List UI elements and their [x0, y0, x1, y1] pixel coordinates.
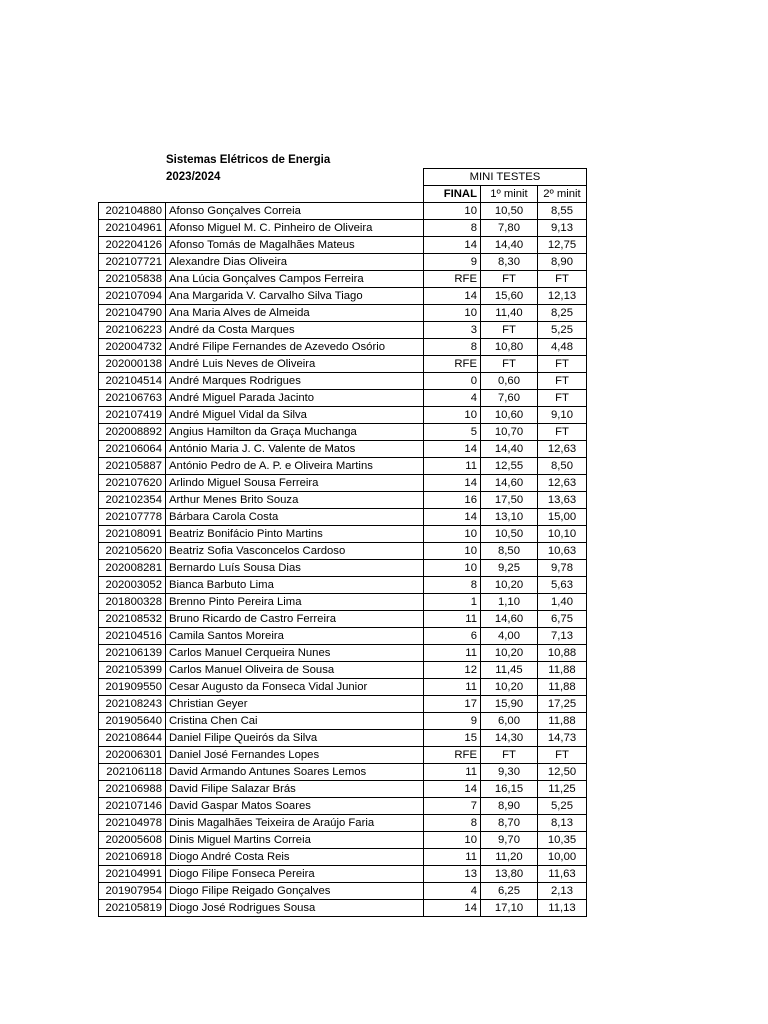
student-id-cell: 201905640: [99, 713, 166, 730]
student-name-cell: Ana Margarida V. Carvalho Silva Tiago: [166, 288, 424, 305]
student-name-cell: David Filipe Salazar Brás: [166, 781, 424, 798]
test2-grade-cell: 9,10: [538, 407, 587, 424]
table-row: [99, 424, 587, 441]
student-name-cell: Arlindo Miguel Sousa Ferreira: [166, 475, 424, 492]
table-row: [99, 628, 587, 645]
table-row: [99, 764, 587, 781]
test1-grade-cell: 15,60: [481, 288, 538, 305]
table-row: [99, 492, 587, 509]
test2-grade-cell: FT: [538, 356, 587, 373]
test1-grade-cell: 10,60: [481, 407, 538, 424]
final-grade-cell: 10: [424, 203, 481, 220]
student-name-cell: Camila Santos Moreira: [166, 628, 424, 645]
final-grade-cell: 11: [424, 679, 481, 696]
student-id-cell: 202105620: [99, 543, 166, 560]
student-id-cell: 202008281: [99, 560, 166, 577]
student-name-cell: Diogo Filipe Fonseca Pereira: [166, 866, 424, 883]
test1-grade-cell: 10,20: [481, 577, 538, 594]
final-grade-cell: 10: [424, 832, 481, 849]
final-grade-cell: 14: [424, 237, 481, 254]
student-id-cell: 202104516: [99, 628, 166, 645]
student-id-cell: 202105887: [99, 458, 166, 475]
table-row: [99, 339, 587, 356]
test2-grade-cell: 11,63: [538, 866, 587, 883]
student-name-cell: André da Costa Marques: [166, 322, 424, 339]
final-grade-cell: 11: [424, 764, 481, 781]
student-name-cell: António Maria J. C. Valente de Matos: [166, 441, 424, 458]
final-grade-cell: 11: [424, 458, 481, 475]
student-name-cell: Afonso Tomás de Magalhães Mateus: [166, 237, 424, 254]
student-id-cell: 202106918: [99, 849, 166, 866]
final-grade-cell: RFE: [424, 356, 481, 373]
test1-grade-cell: 8,30: [481, 254, 538, 271]
final-grade-cell: 0: [424, 373, 481, 390]
blank-cell: [99, 186, 166, 203]
table-row: [99, 373, 587, 390]
test1-grade-cell: 11,40: [481, 305, 538, 322]
student-name-cell: Beatriz Sofia Vasconcelos Cardoso: [166, 543, 424, 560]
test2-grade-cell: 8,50: [538, 458, 587, 475]
test2-grade-cell: 10,35: [538, 832, 587, 849]
final-grade-cell: 10: [424, 526, 481, 543]
student-name-cell: André Miguel Vidal da Silva: [166, 407, 424, 424]
test1-grade-cell: 10,80: [481, 339, 538, 356]
student-name-cell: Carlos Manuel Oliveira de Sousa: [166, 662, 424, 679]
test1-grade-cell: 13,80: [481, 866, 538, 883]
test1-grade-cell: 14,60: [481, 611, 538, 628]
student-name-cell: António Pedro de A. P. e Oliveira Martins: [166, 458, 424, 475]
table-row: [99, 390, 587, 407]
student-name-cell: David Armando Antunes Soares Lemos: [166, 764, 424, 781]
student-name-cell: André Filipe Fernandes de Azevedo Osório: [166, 339, 424, 356]
test2-column-header: 2º minit: [538, 186, 587, 203]
test2-grade-cell: FT: [538, 271, 587, 288]
student-name-cell: Arthur Menes Brito Souza: [166, 492, 424, 509]
student-name-cell: Ana Maria Alves de Almeida: [166, 305, 424, 322]
final-grade-cell: 13: [424, 866, 481, 883]
student-id-cell: 201907954: [99, 883, 166, 900]
table-row: [99, 322, 587, 339]
document-title: Sistemas Elétricos de Energia: [166, 154, 331, 166]
test1-grade-cell: 8,90: [481, 798, 538, 815]
header-row-columns: [99, 186, 587, 203]
test1-grade-cell: 13,10: [481, 509, 538, 526]
final-column-header: FINAL: [424, 186, 481, 203]
student-id-cell: 202108532: [99, 611, 166, 628]
student-id-cell: 202104880: [99, 203, 166, 220]
student-name-cell: Bruno Ricardo de Castro Ferreira: [166, 611, 424, 628]
student-id-cell: 202107094: [99, 288, 166, 305]
student-id-cell: 202107721: [99, 254, 166, 271]
test2-grade-cell: 11,88: [538, 713, 587, 730]
final-grade-cell: 10: [424, 305, 481, 322]
student-id-cell: 202108091: [99, 526, 166, 543]
student-name-cell: Brenno Pinto Pereira Lima: [166, 594, 424, 611]
test2-grade-cell: 12,13: [538, 288, 587, 305]
table-row: [99, 781, 587, 798]
test1-grade-cell: 0,60: [481, 373, 538, 390]
table-row: [99, 883, 587, 900]
test1-grade-cell: 10,20: [481, 679, 538, 696]
table-row: [99, 560, 587, 577]
student-id-cell: 202107620: [99, 475, 166, 492]
test1-grade-cell: 10,20: [481, 645, 538, 662]
table-row: [99, 254, 587, 271]
table-row: [99, 798, 587, 815]
test1-grade-cell: 8,70: [481, 815, 538, 832]
table-row: [99, 356, 587, 373]
test2-grade-cell: 9,78: [538, 560, 587, 577]
test1-grade-cell: 9,25: [481, 560, 538, 577]
final-grade-cell: 8: [424, 815, 481, 832]
student-id-cell: 202204126: [99, 237, 166, 254]
student-name-cell: Cesar Augusto da Fonseca Vidal Junior: [166, 679, 424, 696]
table-row: [99, 849, 587, 866]
student-name-cell: Cristina Chen Cai: [166, 713, 424, 730]
test2-grade-cell: 5,25: [538, 322, 587, 339]
student-id-cell: 202107419: [99, 407, 166, 424]
student-name-cell: Ana Lúcia Gonçalves Campos Ferreira: [166, 271, 424, 288]
table-row: [99, 458, 587, 475]
student-name-cell: André Miguel Parada Jacinto: [166, 390, 424, 407]
table-row: [99, 594, 587, 611]
student-id-cell: 202106064: [99, 441, 166, 458]
student-id-cell: 202108243: [99, 696, 166, 713]
test1-grade-cell: 9,70: [481, 832, 538, 849]
table-row: [99, 696, 587, 713]
table-row: [99, 900, 587, 917]
test1-grade-cell: 14,40: [481, 237, 538, 254]
final-grade-cell: 8: [424, 577, 481, 594]
test1-grade-cell: 6,00: [481, 713, 538, 730]
test1-grade-cell: FT: [481, 747, 538, 764]
student-id-cell: 202102354: [99, 492, 166, 509]
test2-grade-cell: 10,63: [538, 543, 587, 560]
final-grade-cell: 12: [424, 662, 481, 679]
student-name-cell: Dinis Miguel Martins Correia: [166, 832, 424, 849]
table-row: [99, 203, 587, 220]
final-grade-cell: 16: [424, 492, 481, 509]
final-grade-cell: 11: [424, 611, 481, 628]
test2-grade-cell: 2,13: [538, 883, 587, 900]
grades-table: [98, 168, 587, 917]
table-row: [99, 832, 587, 849]
student-id-cell: 201909550: [99, 679, 166, 696]
student-name-cell: Afonso Miguel M. C. Pinheiro de Oliveira: [166, 220, 424, 237]
test2-grade-cell: 10,88: [538, 645, 587, 662]
test1-grade-cell: 9,30: [481, 764, 538, 781]
test1-grade-cell: 6,25: [481, 883, 538, 900]
test2-grade-cell: 17,25: [538, 696, 587, 713]
test2-grade-cell: 8,55: [538, 203, 587, 220]
test1-grade-cell: 14,60: [481, 475, 538, 492]
student-name-cell: Alexandre Dias Oliveira: [166, 254, 424, 271]
final-grade-cell: 4: [424, 883, 481, 900]
table-row: [99, 730, 587, 747]
final-grade-cell: 1: [424, 594, 481, 611]
mini-testes-header: MINI TESTES: [424, 169, 587, 186]
final-grade-cell: 9: [424, 254, 481, 271]
test2-grade-cell: 9,13: [538, 220, 587, 237]
test1-grade-cell: FT: [481, 271, 538, 288]
final-grade-cell: 14: [424, 509, 481, 526]
table-row: [99, 713, 587, 730]
test2-grade-cell: 8,90: [538, 254, 587, 271]
student-name-cell: André Marques Rodrigues: [166, 373, 424, 390]
table-row: [99, 866, 587, 883]
blank-cell: [166, 186, 424, 203]
test1-grade-cell: 14,30: [481, 730, 538, 747]
test1-grade-cell: 8,50: [481, 543, 538, 560]
student-id-cell: 202104790: [99, 305, 166, 322]
student-id-cell: 202006301: [99, 747, 166, 764]
blank-cell: [99, 169, 166, 186]
test2-grade-cell: FT: [538, 424, 587, 441]
final-grade-cell: 14: [424, 441, 481, 458]
student-name-cell: Bárbara Carola Costa: [166, 509, 424, 526]
table-row: [99, 305, 587, 322]
final-grade-cell: 10: [424, 407, 481, 424]
test2-grade-cell: 12,63: [538, 441, 587, 458]
test2-grade-cell: FT: [538, 373, 587, 390]
student-name-cell: Bernardo Luís Sousa Dias: [166, 560, 424, 577]
student-id-cell: 202005608: [99, 832, 166, 849]
table-row: [99, 747, 587, 764]
student-id-cell: 202106139: [99, 645, 166, 662]
test1-grade-cell: 11,20: [481, 849, 538, 866]
student-name-cell: Daniel José Fernandes Lopes: [166, 747, 424, 764]
table-row: [99, 645, 587, 662]
student-id-cell: 202108644: [99, 730, 166, 747]
student-id-cell: 202104991: [99, 866, 166, 883]
student-id-cell: 202104514: [99, 373, 166, 390]
test2-grade-cell: 12,50: [538, 764, 587, 781]
student-id-cell: 202107146: [99, 798, 166, 815]
academic-year: 2023/2024: [166, 171, 221, 183]
test1-grade-cell: 12,55: [481, 458, 538, 475]
table-row: [99, 611, 587, 628]
student-name-cell: André Luis Neves de Oliveira: [166, 356, 424, 373]
test2-grade-cell: 8,13: [538, 815, 587, 832]
test2-grade-cell: 15,00: [538, 509, 587, 526]
table-row: [99, 441, 587, 458]
test1-grade-cell: 10,70: [481, 424, 538, 441]
student-name-cell: Diogo Filipe Reigado Gonçalves: [166, 883, 424, 900]
test2-grade-cell: FT: [538, 747, 587, 764]
test2-grade-cell: FT: [538, 390, 587, 407]
table-row: [99, 662, 587, 679]
student-id-cell: 202106988: [99, 781, 166, 798]
student-id-cell: 202107778: [99, 509, 166, 526]
student-name-cell: Afonso Gonçalves Correia: [166, 203, 424, 220]
table-row: [99, 543, 587, 560]
final-grade-cell: 5: [424, 424, 481, 441]
table-row: [99, 220, 587, 237]
table-row: [99, 679, 587, 696]
table-row: [99, 407, 587, 424]
student-name-cell: Christian Geyer: [166, 696, 424, 713]
table-row: [99, 815, 587, 832]
student-id-cell: 202104978: [99, 815, 166, 832]
test1-grade-cell: 10,50: [481, 526, 538, 543]
final-grade-cell: 9: [424, 713, 481, 730]
final-grade-cell: RFE: [424, 271, 481, 288]
student-id-cell: 202000138: [99, 356, 166, 373]
student-id-cell: 202008892: [99, 424, 166, 441]
test1-column-header: 1º minit: [481, 186, 538, 203]
test2-grade-cell: 10,00: [538, 849, 587, 866]
test2-grade-cell: 13,63: [538, 492, 587, 509]
test1-grade-cell: FT: [481, 356, 538, 373]
test2-grade-cell: 5,63: [538, 577, 587, 594]
test2-grade-cell: 11,25: [538, 781, 587, 798]
student-name-cell: Bianca Barbuto Lima: [166, 577, 424, 594]
final-grade-cell: 14: [424, 288, 481, 305]
test1-grade-cell: 17,10: [481, 900, 538, 917]
final-grade-cell: 4: [424, 390, 481, 407]
student-name-cell: Carlos Manuel Cerqueira Nunes: [166, 645, 424, 662]
student-id-cell: 201800328: [99, 594, 166, 611]
test2-grade-cell: 11,13: [538, 900, 587, 917]
table-row: [99, 509, 587, 526]
student-name-cell: Daniel Filipe Queirós da Silva: [166, 730, 424, 747]
test1-grade-cell: 7,60: [481, 390, 538, 407]
table-row: [99, 577, 587, 594]
student-name-cell: Angius Hamilton da Graça Muchanga: [166, 424, 424, 441]
table-row: [99, 526, 587, 543]
test2-grade-cell: 12,63: [538, 475, 587, 492]
student-name-cell: Diogo José Rodrigues Sousa: [166, 900, 424, 917]
student-id-cell: 202106223: [99, 322, 166, 339]
final-grade-cell: 11: [424, 645, 481, 662]
final-grade-cell: 15: [424, 730, 481, 747]
test2-grade-cell: 1,40: [538, 594, 587, 611]
test2-grade-cell: 12,75: [538, 237, 587, 254]
test2-grade-cell: 11,88: [538, 662, 587, 679]
test2-grade-cell: 5,25: [538, 798, 587, 815]
final-grade-cell: 8: [424, 339, 481, 356]
final-grade-cell: 3: [424, 322, 481, 339]
test2-grade-cell: 11,88: [538, 679, 587, 696]
header-row-group: [99, 169, 587, 186]
student-name-cell: Diogo André Costa Reis: [166, 849, 424, 866]
student-id-cell: 202004732: [99, 339, 166, 356]
final-grade-cell: 14: [424, 475, 481, 492]
test1-grade-cell: 1,10: [481, 594, 538, 611]
student-id-cell: 202104961: [99, 220, 166, 237]
test1-grade-cell: 14,40: [481, 441, 538, 458]
final-grade-cell: 17: [424, 696, 481, 713]
test1-grade-cell: 7,80: [481, 220, 538, 237]
table-row: [99, 475, 587, 492]
blank-cell: [166, 169, 424, 186]
student-id-cell: 202105399: [99, 662, 166, 679]
test1-grade-cell: 4,00: [481, 628, 538, 645]
table-row: [99, 271, 587, 288]
test2-grade-cell: 10,10: [538, 526, 587, 543]
final-grade-cell: 14: [424, 781, 481, 798]
test2-grade-cell: 14,73: [538, 730, 587, 747]
table-row: [99, 288, 587, 305]
final-grade-cell: 8: [424, 220, 481, 237]
final-grade-cell: 6: [424, 628, 481, 645]
student-id-cell: 202106763: [99, 390, 166, 407]
final-grade-cell: 11: [424, 849, 481, 866]
test1-grade-cell: 16,15: [481, 781, 538, 798]
test1-grade-cell: 17,50: [481, 492, 538, 509]
test1-grade-cell: 11,45: [481, 662, 538, 679]
table-row: [99, 237, 587, 254]
student-name-cell: Beatriz Bonifácio Pinto Martins: [166, 526, 424, 543]
student-name-cell: Dinis Magalhães Teixeira de Araújo Faria: [166, 815, 424, 832]
test2-grade-cell: 7,13: [538, 628, 587, 645]
student-id-cell: 202003052: [99, 577, 166, 594]
final-grade-cell: 14: [424, 900, 481, 917]
test1-grade-cell: FT: [481, 322, 538, 339]
final-grade-cell: RFE: [424, 747, 481, 764]
test2-grade-cell: 6,75: [538, 611, 587, 628]
student-name-cell: David Gaspar Matos Soares: [166, 798, 424, 815]
final-grade-cell: 7: [424, 798, 481, 815]
student-id-cell: 202105838: [99, 271, 166, 288]
student-id-cell: 202106118: [99, 764, 166, 781]
final-grade-cell: 10: [424, 560, 481, 577]
test1-grade-cell: 10,50: [481, 203, 538, 220]
test2-grade-cell: 4,48: [538, 339, 587, 356]
student-id-cell: 202105819: [99, 900, 166, 917]
test1-grade-cell: 15,90: [481, 696, 538, 713]
test2-grade-cell: 8,25: [538, 305, 587, 322]
final-grade-cell: 10: [424, 543, 481, 560]
